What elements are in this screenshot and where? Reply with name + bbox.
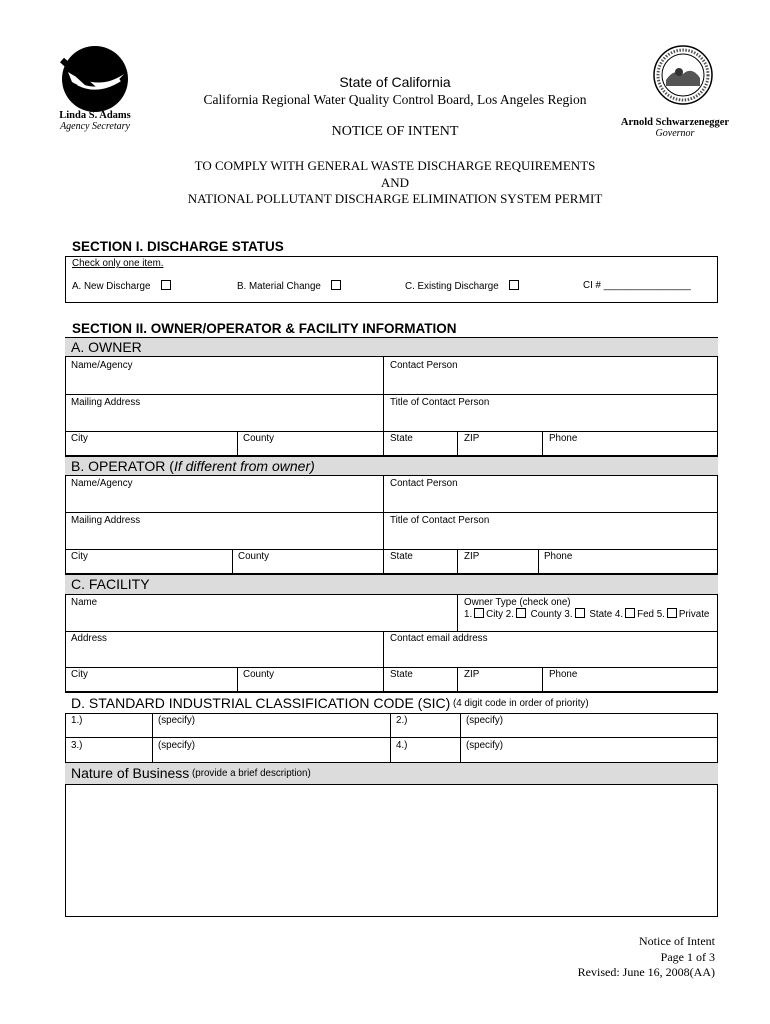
secretary-name: Linda S. Adams	[59, 110, 131, 121]
divider	[383, 357, 384, 395]
doc-title: NOTICE OF INTENT	[331, 124, 459, 139]
ci-number-field[interactable]: CI # ________________	[583, 280, 691, 291]
facility-heading: C. FACILITY	[71, 576, 150, 592]
owner-county-field[interactable]: County	[243, 433, 275, 444]
owner-contact-title-field[interactable]: Title of Contact Person	[390, 397, 490, 408]
facility-zip-field[interactable]: ZIP	[464, 669, 480, 680]
sic-band	[65, 692, 718, 714]
sic-1-number: 1.)	[71, 715, 83, 726]
state-seal-icon	[652, 44, 714, 106]
county-checkbox[interactable]	[516, 608, 526, 618]
divider	[237, 432, 238, 456]
divider	[457, 668, 458, 692]
footer	[480, 934, 715, 981]
operator-band	[65, 456, 718, 476]
sic-2-number: 2.)	[396, 715, 408, 726]
owner-type-label: Owner Type (check one)	[464, 597, 571, 608]
operator-contact-field[interactable]: Contact Person	[390, 478, 458, 489]
facility-phone-field[interactable]: Phone	[549, 669, 578, 680]
option-existing-discharge[interactable]	[405, 280, 521, 292]
facility-city-field[interactable]: City	[71, 669, 88, 680]
owner-phone-field[interactable]: Phone	[549, 433, 578, 444]
sic-4-number: 4.)	[396, 740, 408, 751]
operator-heading-text: B. OPERATOR (	[71, 458, 174, 474]
business-heading: Nature of Business	[71, 765, 190, 781]
owner-zip-field[interactable]: ZIP	[464, 433, 480, 444]
option-b-label: B. Material Change	[237, 281, 321, 292]
owner-state-field[interactable]: State	[390, 433, 413, 444]
operator-zip-field[interactable]: ZIP	[464, 551, 480, 562]
state-name: State of California	[339, 74, 451, 90]
operator-name-field[interactable]: Name/Agency	[71, 478, 133, 489]
footer-revised: Revised: June 16, 2008(AA)	[577, 965, 715, 979]
facility-county-field[interactable]: County	[243, 669, 275, 680]
divider	[383, 432, 384, 456]
sic-heading: D. STANDARD INDUSTRIAL CLASSIFICATION CODE (SIC)	[71, 695, 451, 711]
facility-name-field[interactable]: Name	[71, 597, 98, 608]
divider	[383, 513, 384, 550]
divider	[542, 668, 543, 692]
operator-heading	[71, 458, 315, 474]
footer-page: Page 1 of 3	[660, 949, 715, 964]
governor-name: Arnold Schwarzenegger	[620, 117, 730, 128]
divider	[383, 550, 384, 574]
divider	[237, 668, 238, 692]
divider	[383, 395, 384, 432]
section1-instruction: Check only one item.	[72, 258, 164, 269]
sic-note: (4 digit code in order of priority)	[453, 698, 589, 709]
operator-state-field[interactable]: State	[390, 551, 413, 562]
divider	[383, 632, 384, 668]
section1-box	[65, 256, 718, 303]
divider	[457, 595, 458, 632]
sic-1-specify[interactable]: (specify)	[158, 715, 196, 726]
operator-city-field[interactable]: City	[71, 551, 88, 562]
city-checkbox[interactable]	[474, 608, 484, 618]
city-label: City 2.	[486, 609, 514, 620]
owner-type-number: 1.	[464, 609, 473, 620]
divider	[457, 550, 458, 574]
fed-checkbox[interactable]	[625, 608, 635, 618]
private-label: Private	[678, 609, 710, 620]
state-checkbox[interactable]	[575, 608, 585, 618]
option-new-discharge[interactable]	[72, 280, 173, 292]
subtitle-2: AND	[380, 175, 410, 190]
option-c-label: C. Existing Discharge	[405, 281, 499, 292]
business-description-field[interactable]	[66, 785, 717, 916]
operator-phone-field[interactable]: Phone	[544, 551, 573, 562]
header-right	[610, 117, 740, 139]
sic-3-specify[interactable]: (specify)	[158, 740, 196, 751]
divider	[542, 432, 543, 456]
operator-contact-title-field[interactable]: Title of Contact Person	[390, 515, 490, 526]
operator-heading-note: If different from owner)	[173, 458, 315, 474]
secretary-title: Agency Secretary	[60, 121, 130, 132]
option-material-change[interactable]	[237, 280, 343, 292]
private-checkbox[interactable]	[667, 608, 677, 618]
material-change-checkbox[interactable]	[331, 280, 341, 290]
facility-email-field[interactable]: Contact email address	[390, 633, 488, 644]
county-label: County 3.	[527, 609, 573, 620]
governor-title: Governor	[655, 128, 695, 139]
footer-doc-name: Notice of Intent	[639, 934, 715, 948]
sic-3-number: 3.)	[71, 740, 83, 751]
owner-name-field[interactable]: Name/Agency	[71, 360, 133, 371]
owner-band	[65, 337, 718, 357]
board-name: California Regional Water Quality Control Board, Los Angeles Region	[203, 92, 587, 107]
existing-discharge-checkbox[interactable]	[509, 280, 519, 290]
sic-4-specify[interactable]: (specify)	[466, 740, 504, 751]
new-discharge-checkbox[interactable]	[161, 280, 171, 290]
header-left	[40, 110, 150, 132]
owner-mailing-field[interactable]: Mailing Address	[71, 397, 141, 408]
option-a-label: A. New Discharge	[72, 281, 151, 292]
divider	[457, 432, 458, 456]
owner-city-field[interactable]: City	[71, 433, 88, 444]
state-label: State 4.	[586, 609, 624, 620]
operator-mailing-field[interactable]: Mailing Address	[71, 515, 141, 526]
section2-title: SECTION II. OWNER/OPERATOR & FACILITY INFORMATION	[72, 321, 457, 336]
epa-logo	[58, 42, 132, 116]
facility-band	[65, 574, 718, 595]
business-band	[65, 763, 718, 785]
owner-heading: A. OWNER	[71, 339, 142, 355]
fed-label: Fed 5.	[637, 609, 665, 620]
facility-state-field[interactable]: State	[390, 669, 413, 680]
sic-2-specify[interactable]: (specify)	[466, 715, 504, 726]
owner-type-options	[464, 608, 709, 620]
subtitle-1: TO COMPLY WITH GENERAL WASTE DISCHARGE REQUIREMENTS	[194, 158, 596, 173]
business-note: (provide a brief description)	[192, 768, 311, 779]
divider	[232, 550, 233, 574]
section1-title: SECTION I. DISCHARGE STATUS	[72, 239, 284, 254]
owner-contact-field[interactable]: Contact Person	[390, 360, 458, 371]
divider	[383, 476, 384, 513]
subtitle-3: NATIONAL POLLUTANT DISCHARGE ELIMINATION SYSTEM PERMIT	[187, 191, 603, 206]
divider	[538, 550, 539, 574]
operator-county-field[interactable]: County	[238, 551, 270, 562]
facility-address-field[interactable]: Address	[71, 633, 107, 644]
divider	[383, 668, 384, 692]
